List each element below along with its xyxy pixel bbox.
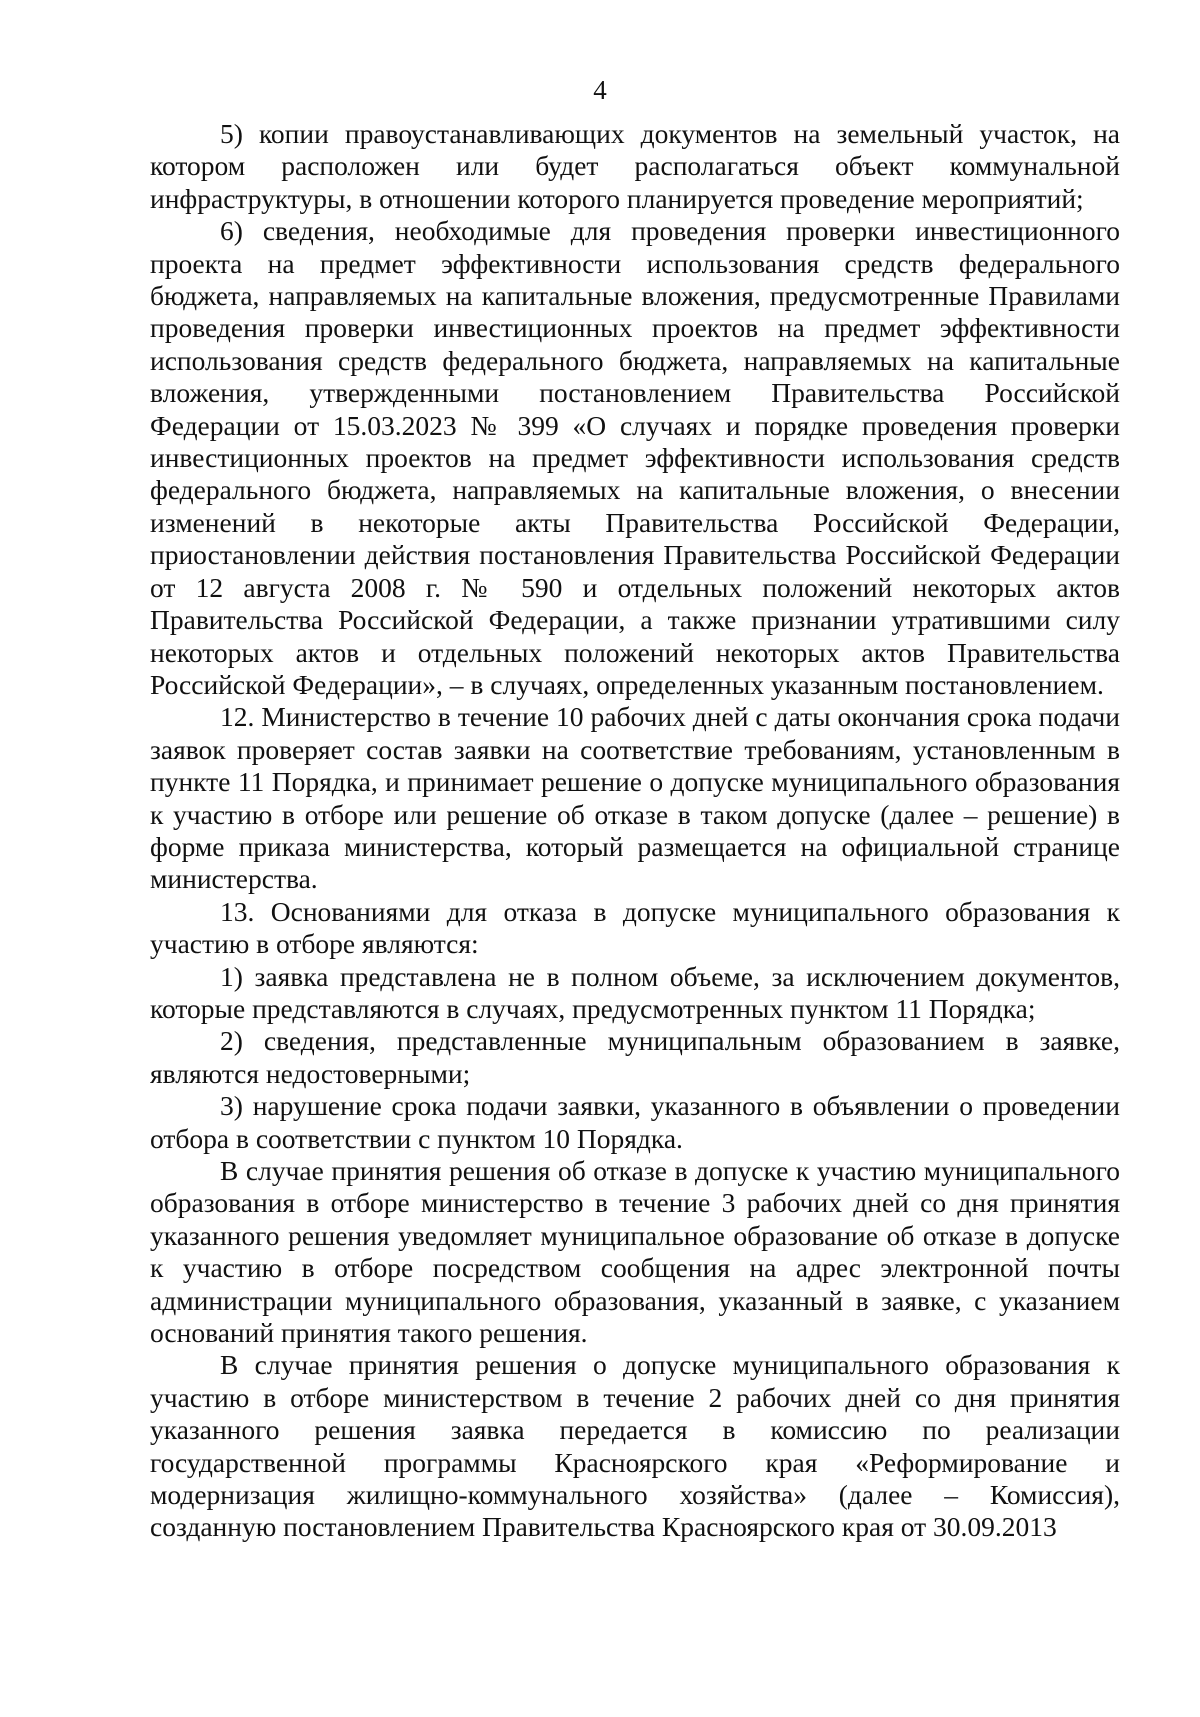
paragraph-item-5: 5) копии правоустанавливающих документов на земельный участок, на котором расположен или будет располагаться объект коммунальной инфраструктуры, в отношении которого планируется проведение мероприятий;: [150, 118, 1120, 214]
paragraph-clause-13: 13. Основаниями для отказа в допуске муниципального образования к участию в отборе являются:: [150, 895, 1120, 960]
paragraph-refusal-notice: В случае принятия решения об отказе в допуске к участию муниципального образования в отборе министерство в течение 3 рабочих дней со дня принятия указанного решения уведомляет муниципальное образование об отказе в допуске к участию в отборе посредством сообщения на адрес электронной почты администрации муниципального образования, указанный в заявке, с указанием оснований принятия такого решения.: [150, 1155, 1120, 1349]
paragraph-reason-2: 2) сведения, представленные муниципальным образованием в заявке, являются недостоверными;: [150, 1025, 1120, 1089]
paragraph-reason-1: 1) заявка представлена не в полном объеме, за исключением документов, которые представляются в случаях, предусмотренных пунктом 11 Порядка;: [150, 960, 1120, 1024]
page-number: 4: [593, 75, 607, 105]
paragraph-reason-3: 3) нарушение срока подачи заявки, указанного в объявлении о проведении отбора в соответствии с пунктом 10 Порядка.: [150, 1090, 1120, 1154]
paragraph-clause-12: 12. Министерство в течение 10 рабочих дней с даты окончания срока подачи заявок проверяет состав заявки на соответствие требованиям, установленным в пункте 11 Порядка, и принимает решение о допуске муниципального образования к участию в отборе или решение об отказе в таком допуске (далее – решение) в форме приказа министерства, который размещается на официальной странице министерства.: [150, 701, 1120, 895]
paragraph-admission-notice: В случае принятия решения о допуске муниципального образования к участию в отборе министерством в течение 2 рабочих дней со дня принятия указанного решения заявка передается в комиссию по реализации государственной программы Красноярского края «Реформирование и модернизация жилищно-коммунального хозяйства» (далее – Комиссия), созданную постановлением Правительства Красноярского края от 30.09.2013: [150, 1349, 1120, 1543]
paragraph-item-6: 6) сведения, необходимые для проведения проверки инвестиционного проекта на предмет эффективности использования средств федерального бюджета, направляемых на капитальные вложения, предусмотренные Правилами проведения проверки инвестиционных проектов на предмет эффективности использования средств федерального бюджета, направляемых на капитальные вложения, утвержденными постановлением Правительства Российской Федерации от 15.03.2023 № 399 «О случаях и порядке проведения проверки инвестиционных проектов на предмет эффективности использования средств федерального бюджета, направляемых на капитальные вложения, о внесении изменений в некоторые акты Правительства Российской Федерации, приостановлении действия постановления Правительства Российской Федерации от 12 августа 2008 г. № 590 и отдельных положений некоторых актов Правительства Российской Федерации, а также признании утратившими силу некоторых актов и отдельных положений некоторых актов Правительства Российской Федерации», – в случаях, определенных указанным постановлением.: [150, 215, 1120, 700]
document-body: [150, 118, 1120, 1544]
